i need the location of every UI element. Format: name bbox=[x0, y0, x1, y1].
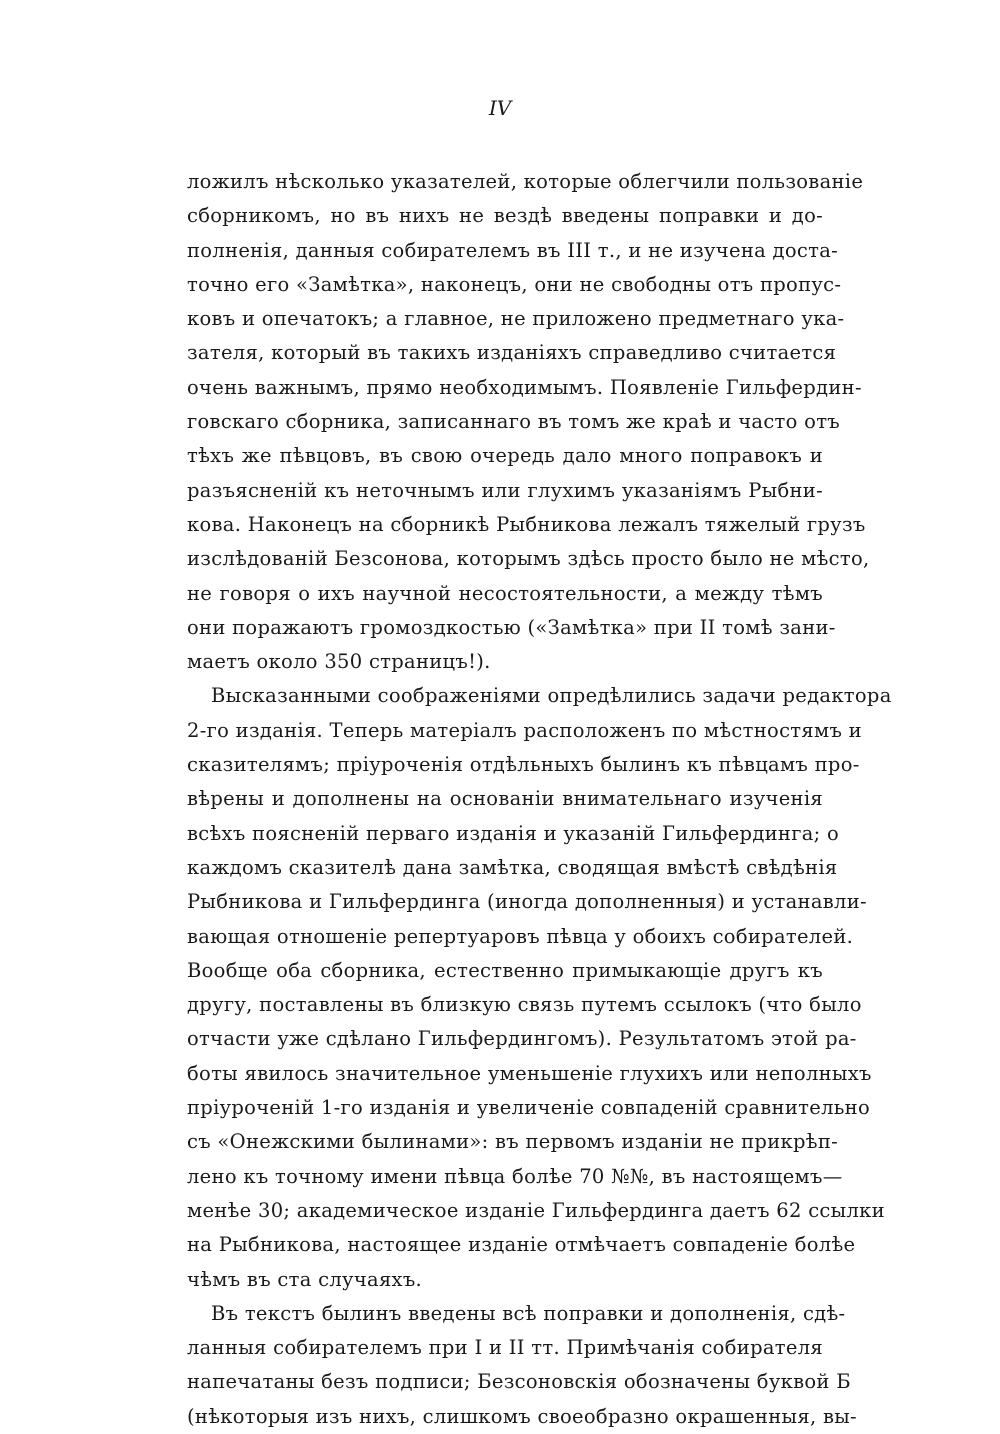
text-line: Рыбникова и Гильфердинга (иногда дополненныя) и устанавли- bbox=[187, 890, 867, 914]
text-line: отчасти уже сдѣлано Гильфердингомъ). Результатомъ этой ра- bbox=[187, 1027, 857, 1051]
text-line: 2-го изданія. Теперь матеріалъ расположенъ по мѣстностямъ и bbox=[187, 718, 862, 742]
text-line: Вообще оба сборника, естественно примыкающіе другъ къ bbox=[187, 958, 823, 982]
text-line: зателя, который въ такихъ изданіяхъ справедливо считается bbox=[187, 341, 837, 365]
text-line: чѣмъ въ ста случаяхъ. bbox=[187, 1267, 423, 1291]
text-line: съ «Онежскими былинами»: въ первомъ изданіи не прикрѣп- bbox=[187, 1130, 839, 1154]
text-line: сборникомъ, но въ нихъ не вездѣ введены поправки и до- bbox=[187, 204, 823, 228]
text-line: тѣхъ же пѣвцовъ, въ свою очередь дало много поправокъ и bbox=[187, 444, 823, 468]
text-line: они поражаютъ громоздкостью («Замѣтка» при II томѣ зани- bbox=[187, 615, 836, 639]
paragraph-2 bbox=[187, 679, 892, 1296]
text-line: менѣе 30; академическое изданіе Гильфердинга даетъ 62 ссылки bbox=[187, 1198, 885, 1222]
text-line: вѣрены и дополнены на основаніи внимательнаго изученія bbox=[187, 787, 823, 811]
text-line: Высказанными соображеніями опредѣлились задачи редактора bbox=[211, 684, 892, 708]
text-line: не говоря о ихъ научной несостоятельности, а между тѣмъ bbox=[187, 581, 823, 605]
text-line: (нѣкоторыя изъ нихъ, слишкомъ своеобразно окрашенныя, вы- bbox=[187, 1404, 857, 1428]
text-line: разъясненій къ неточнымъ или глухимъ указаніямъ Рыбни- bbox=[187, 478, 823, 502]
text-line: кова. Наконецъ на сборникѣ Рыбникова лежалъ тяжелый грузъ bbox=[187, 512, 866, 536]
text-line: пріуроченій 1-го изданія и увеличеніе совпаденій сравнительно bbox=[187, 1096, 871, 1120]
text-line: очень важнымъ, прямо необходимымъ. Появленіе Гильфердин- bbox=[187, 375, 862, 399]
text-line: лено къ точному имени пѣвца болѣе 70 №№, въ настоящемъ— bbox=[187, 1164, 843, 1188]
text-line: другу, поставлены въ близкую связь путемъ ссылокъ (что было bbox=[187, 993, 862, 1017]
text-line: всѣхъ поясненій перваго изданія и указаній Гильфердинга; о bbox=[187, 821, 840, 845]
text-line: напечатаны безъ подписи; Безсоновскія обозначены буквой Б bbox=[187, 1370, 851, 1394]
text-line: на Рыбникова, настоящее изданіе отмѣчаетъ совпаденіе болѣе bbox=[187, 1233, 856, 1257]
text-line: полненія, данныя собирателемъ въ III т., и не изучена доста- bbox=[187, 238, 839, 262]
text-line: боты явилось значительное уменьшеніе глухихъ или неполныхъ bbox=[187, 1061, 872, 1085]
text-line: Въ текстъ былинъ введены всѣ поправки и дополненія, сдѣ- bbox=[211, 1301, 846, 1325]
body-text bbox=[187, 165, 892, 1434]
paragraph-3 bbox=[187, 1297, 857, 1434]
text-line: точно его «Замѣтка», наконецъ, они не свободны отъ пропус- bbox=[187, 272, 842, 296]
text-line: изслѣдованій Безсонова, которымъ здѣсь просто было не мѣсто, bbox=[187, 547, 870, 571]
text-line: вающая отношеніе репертуаровъ пѣвца у обоихъ собирателей. bbox=[187, 924, 854, 948]
text-line: каждомъ сказителѣ дана замѣтка, сводящая вмѣстѣ свѣдѣнія bbox=[187, 855, 838, 879]
text-line: ланныя собирателемъ при I и II тт. Примѣчанія собирателя bbox=[187, 1336, 823, 1360]
text-line: маетъ около 350 страницъ!). bbox=[187, 650, 491, 674]
text-line: говскаго сборника, записаннаго въ томъ же краѣ и часто отъ bbox=[187, 410, 840, 434]
text-line: ковъ и опечатокъ; а главное, не приложено предметнаго ука- bbox=[187, 307, 845, 331]
text-line: сказителямъ; пріуроченія отдѣльныхъ былинъ къ пѣвцамъ про- bbox=[187, 753, 860, 777]
paragraph-1 bbox=[187, 165, 870, 679]
page-number: IV bbox=[488, 96, 512, 120]
text-line: ложилъ нѣсколько указателей, которые облегчили пользованіе bbox=[187, 170, 864, 193]
